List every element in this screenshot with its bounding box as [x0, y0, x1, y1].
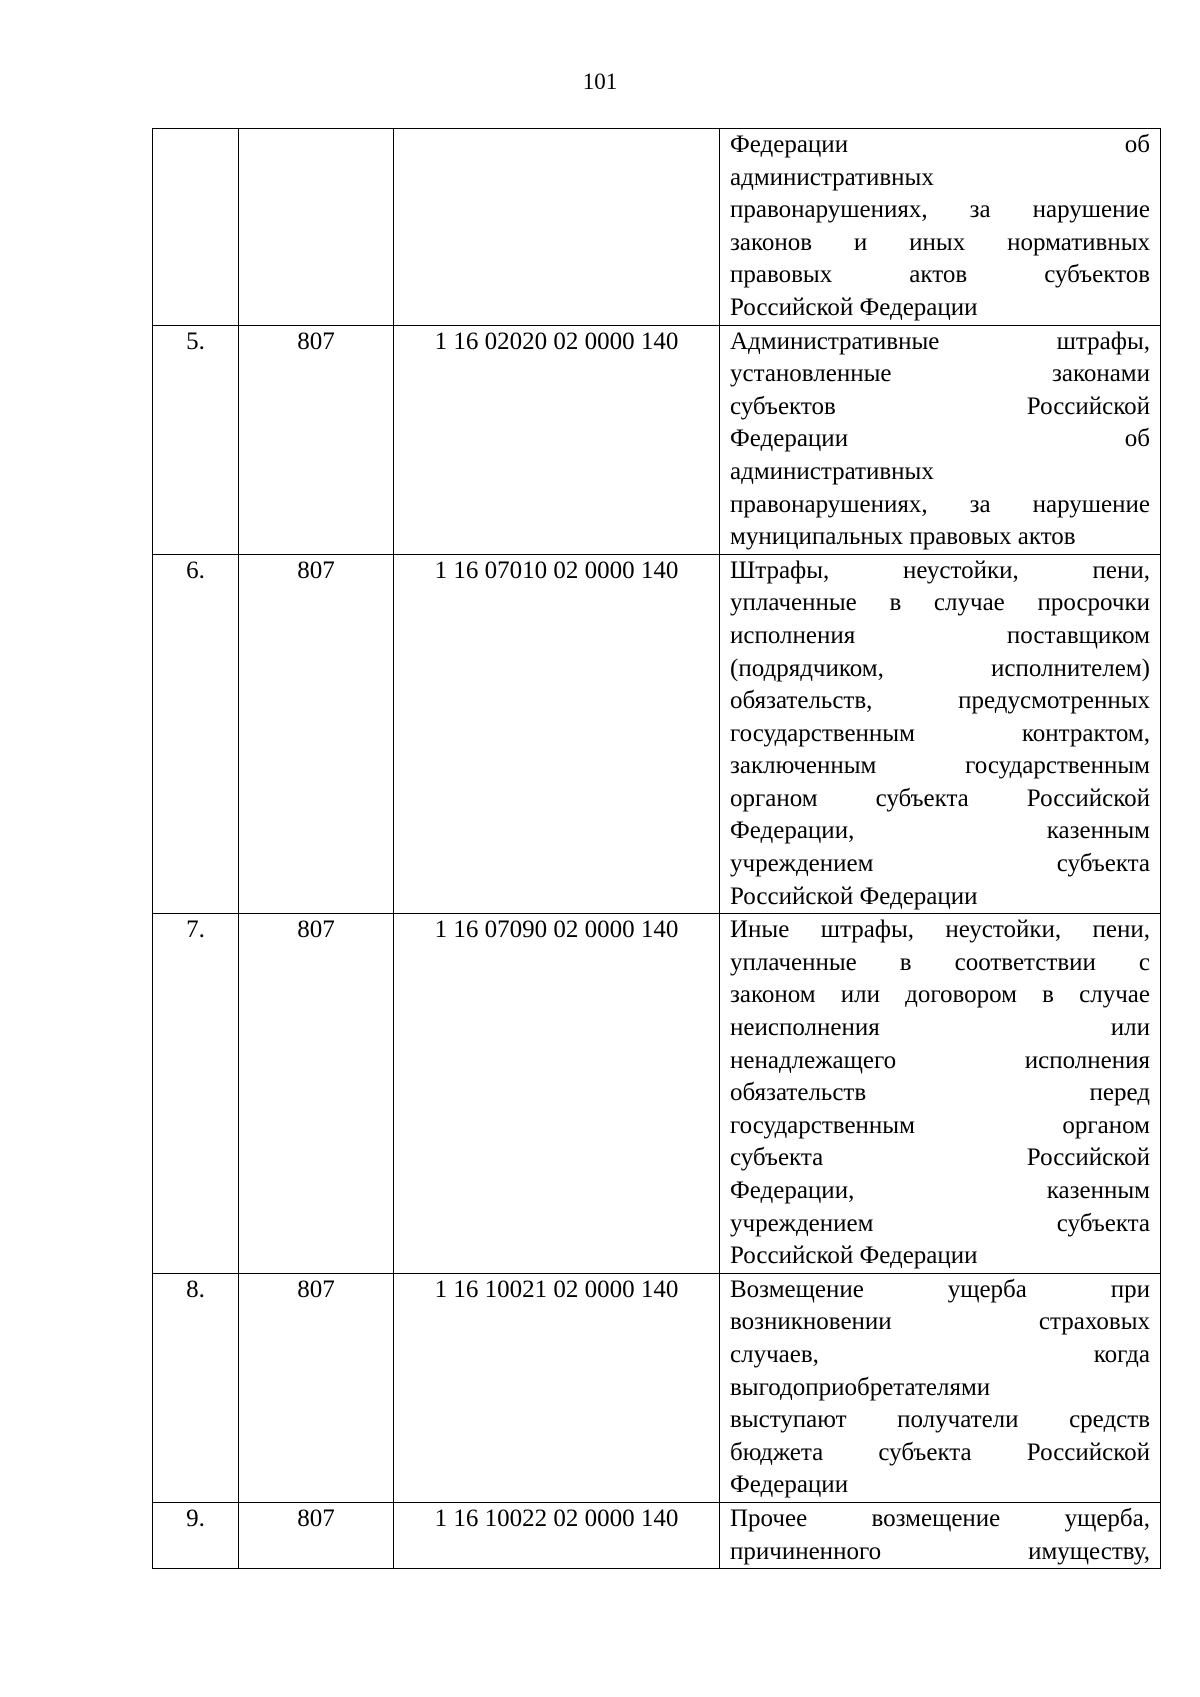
budget-classification-code-cell: 1 16 07010 02 0000 140: [394, 554, 720, 914]
table-row: [153, 1273, 1161, 1502]
description-line: причиненного имуществу,: [730, 1537, 1150, 1565]
description-line: административных: [730, 163, 934, 191]
revenue-description-cell: [720, 1502, 1161, 1568]
row-number-cell: [153, 129, 239, 326]
administrator-code-cell: 807: [239, 1502, 394, 1568]
description-line: законов и иных нормативных: [730, 228, 1150, 256]
revenue-description-cell: [720, 325, 1161, 554]
row-number-cell: 8.: [153, 1273, 239, 1502]
budget-classification-code-cell: 1 16 07090 02 0000 140: [394, 914, 720, 1274]
description-line: обязательств перед: [730, 1079, 1150, 1107]
revenue-description-cell: [720, 129, 1161, 326]
revenue-description-cell: [720, 1273, 1161, 1502]
description-line: (подрядчиком, исполнителем): [730, 654, 1150, 682]
description-line: обязательств, предусмотренных: [730, 687, 1150, 715]
description-line: возникновении страховых: [730, 1308, 1150, 1336]
revenue-description-cell: [720, 554, 1161, 914]
description-line: уплаченные в случае просрочки: [730, 589, 1150, 617]
description-line: случаев, когда: [730, 1340, 1150, 1368]
budget-revenue-table: [152, 128, 1161, 1569]
description-line: ненадлежащего исполнения: [730, 1046, 1150, 1074]
description-line: Федерации, казенным: [730, 817, 1150, 845]
description-line: Федерации: [730, 1471, 849, 1499]
table-body: [153, 129, 1161, 1569]
description-line: уплаченные в соответствии с: [730, 948, 1150, 976]
revenue-description-cell: [720, 914, 1161, 1274]
description-line: Штрафы, неустойки, пени,: [730, 556, 1150, 584]
administrator-code-cell: 807: [239, 554, 394, 914]
description-line: бюджета субъекта Российской: [730, 1438, 1150, 1466]
table-row: [153, 129, 1161, 326]
description-line: Возмещение ущерба при: [730, 1275, 1150, 1303]
description-line: Иные штрафы, неустойки, пени,: [730, 916, 1150, 944]
page-number: 101: [582, 69, 618, 94]
description-line: субъектов Российской: [730, 392, 1150, 420]
description-line: Федерации, казенным: [730, 1177, 1150, 1204]
description-line: учреждением субъекта: [730, 1209, 1150, 1237]
description-line: органом субъекта Российской: [730, 784, 1150, 812]
description-line: выгодоприобретателями: [730, 1373, 991, 1401]
row-number-cell: 7.: [153, 914, 239, 1274]
description-line: Административные штрафы,: [730, 327, 1150, 355]
description-line: неисполнения или: [730, 1014, 1150, 1042]
description-line: заключенным государственным: [730, 752, 1150, 780]
administrator-code-cell: 807: [239, 914, 394, 1274]
administrator-code-cell: 807: [239, 1273, 394, 1502]
description-line: установленные законами: [730, 360, 1150, 388]
table-row: [153, 914, 1161, 1274]
budget-classification-code-cell: 1 16 10022 02 0000 140: [394, 1502, 720, 1568]
description-line: государственным контрактом,: [730, 719, 1150, 747]
description-line: учреждением субъекта: [730, 850, 1150, 878]
description-line: Российской Федерации: [730, 882, 978, 910]
description-line: муниципальных правовых актов: [730, 523, 1076, 551]
description-line: Российской Федерации: [730, 1242, 978, 1270]
description-line: законом или договором в случае: [730, 981, 1150, 1009]
row-number-cell: 6.: [153, 554, 239, 914]
row-number-cell: 9.: [153, 1502, 239, 1568]
budget-classification-code-cell: 1 16 10021 02 0000 140: [394, 1273, 720, 1502]
row-number-cell: 5.: [153, 325, 239, 554]
description-line: исполнения поставщиком: [730, 621, 1150, 649]
budget-classification-code-cell: [394, 129, 720, 326]
table-row: [153, 325, 1161, 554]
description-line: правонарушениях, за нарушение: [730, 490, 1150, 518]
administrator-code-cell: [239, 129, 394, 326]
description-line: Российской Федерации: [730, 293, 978, 321]
description-line: правовых актов субъектов: [730, 261, 1150, 289]
description-line: субъекта Российской: [730, 1144, 1150, 1172]
budget-classification-code-cell: 1 16 02020 02 0000 140: [394, 325, 720, 554]
description-line: Федерации об: [730, 425, 1150, 453]
table-row: [153, 1502, 1161, 1568]
description-line: правонарушениях, за нарушение: [730, 196, 1150, 224]
description-line: выступают получатели средств: [730, 1406, 1150, 1434]
description-line: государственным органом: [730, 1111, 1150, 1139]
table-row: [153, 554, 1161, 914]
description-line: Прочее возмещение ущерба,: [730, 1504, 1150, 1532]
administrator-code-cell: 807: [239, 325, 394, 554]
description-line: административных: [730, 457, 934, 485]
description-line: Федерации об: [730, 131, 1150, 158]
